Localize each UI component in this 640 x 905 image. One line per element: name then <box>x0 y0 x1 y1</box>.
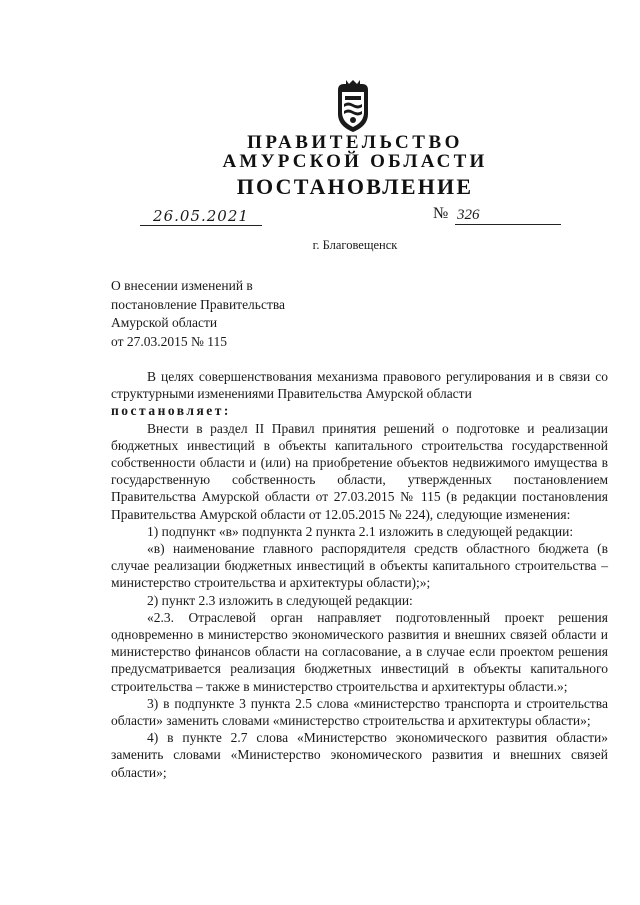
government-title: ПРАВИТЕЛЬСТВО <box>247 132 463 153</box>
document-number: 326 <box>455 207 561 225</box>
preamble-paragraph: В целях совершенствования механизма правового регулирования и в связи со структурными изменениями Правительства Амурской области <box>111 369 608 402</box>
item-3: 3) в подпункте 3 пункта 2.5 слова «министерство транспорта и строительства области» заменить словами «министерство строительства и архитектуры области»; <box>111 695 608 729</box>
subject-line: от 27.03.2015 № 115 <box>111 333 227 349</box>
document-date: 26.05.2021 <box>140 207 262 226</box>
intro-paragraph: Внести в раздел II Правил принятия решений о подготовке и реализации бюджетных инвестиций в объекты капитального строительства государственной собственности области и (или) на приобретение объектов недвижимого имущества в государственную собственность области, утвержденных постановлением Правительства Амурской области от 27.03.2015 № 115 (в редакции постановления Правительства Амурской области от 12.05.2015 № 224), следующие изменения: <box>111 420 608 522</box>
city-name: г. Благовещенск <box>312 238 398 252</box>
number-label: № <box>433 205 449 222</box>
subject-line: О внесении изменений в <box>111 278 253 293</box>
region-title: АМУРСКОЙ ОБЛАСТИ <box>222 151 488 172</box>
item-2-text: «2.3. Отраслевой орган направляет подготовленный проект решения одновременно в министерство экономического развития и внешних связей области и министерство финансов области на согласование, а в случае если проектом решения предусматривается реализация бюджетных инвестиций в объекты капитального строительства – также в министерство строительства и архитектуры области.»; <box>111 609 608 694</box>
subject-line: постановление Правительства <box>111 296 286 312</box>
document-type-title: ПОСТАНОВЛЕНИЕ <box>236 174 474 199</box>
item-2: 2) пункт 2.3 изложить в следующей редакции: <box>147 592 413 608</box>
subject-block <box>111 277 285 351</box>
item-1: 1) подпункт «в» подпункта 2 пункта 2.1 изложить в следующей редакции: <box>147 523 574 539</box>
subject-line: Амурской области <box>111 315 218 330</box>
item-1-text: «в) наименование главного распорядителя средств областного бюджета (в случае реализации бюджетных инвестиций в объекты капитального строительства – министерство строительства и архитектуры области);»; <box>111 541 608 591</box>
coat-of-arms-icon <box>330 80 376 134</box>
decree-word: постановляет: <box>111 403 231 419</box>
document-body <box>111 368 608 781</box>
item-4: 4) в пункте 2.7 слова «Министерство экономического развития области» заменить словами «Министерство экономического развития и внешних связей области»; <box>111 730 608 780</box>
